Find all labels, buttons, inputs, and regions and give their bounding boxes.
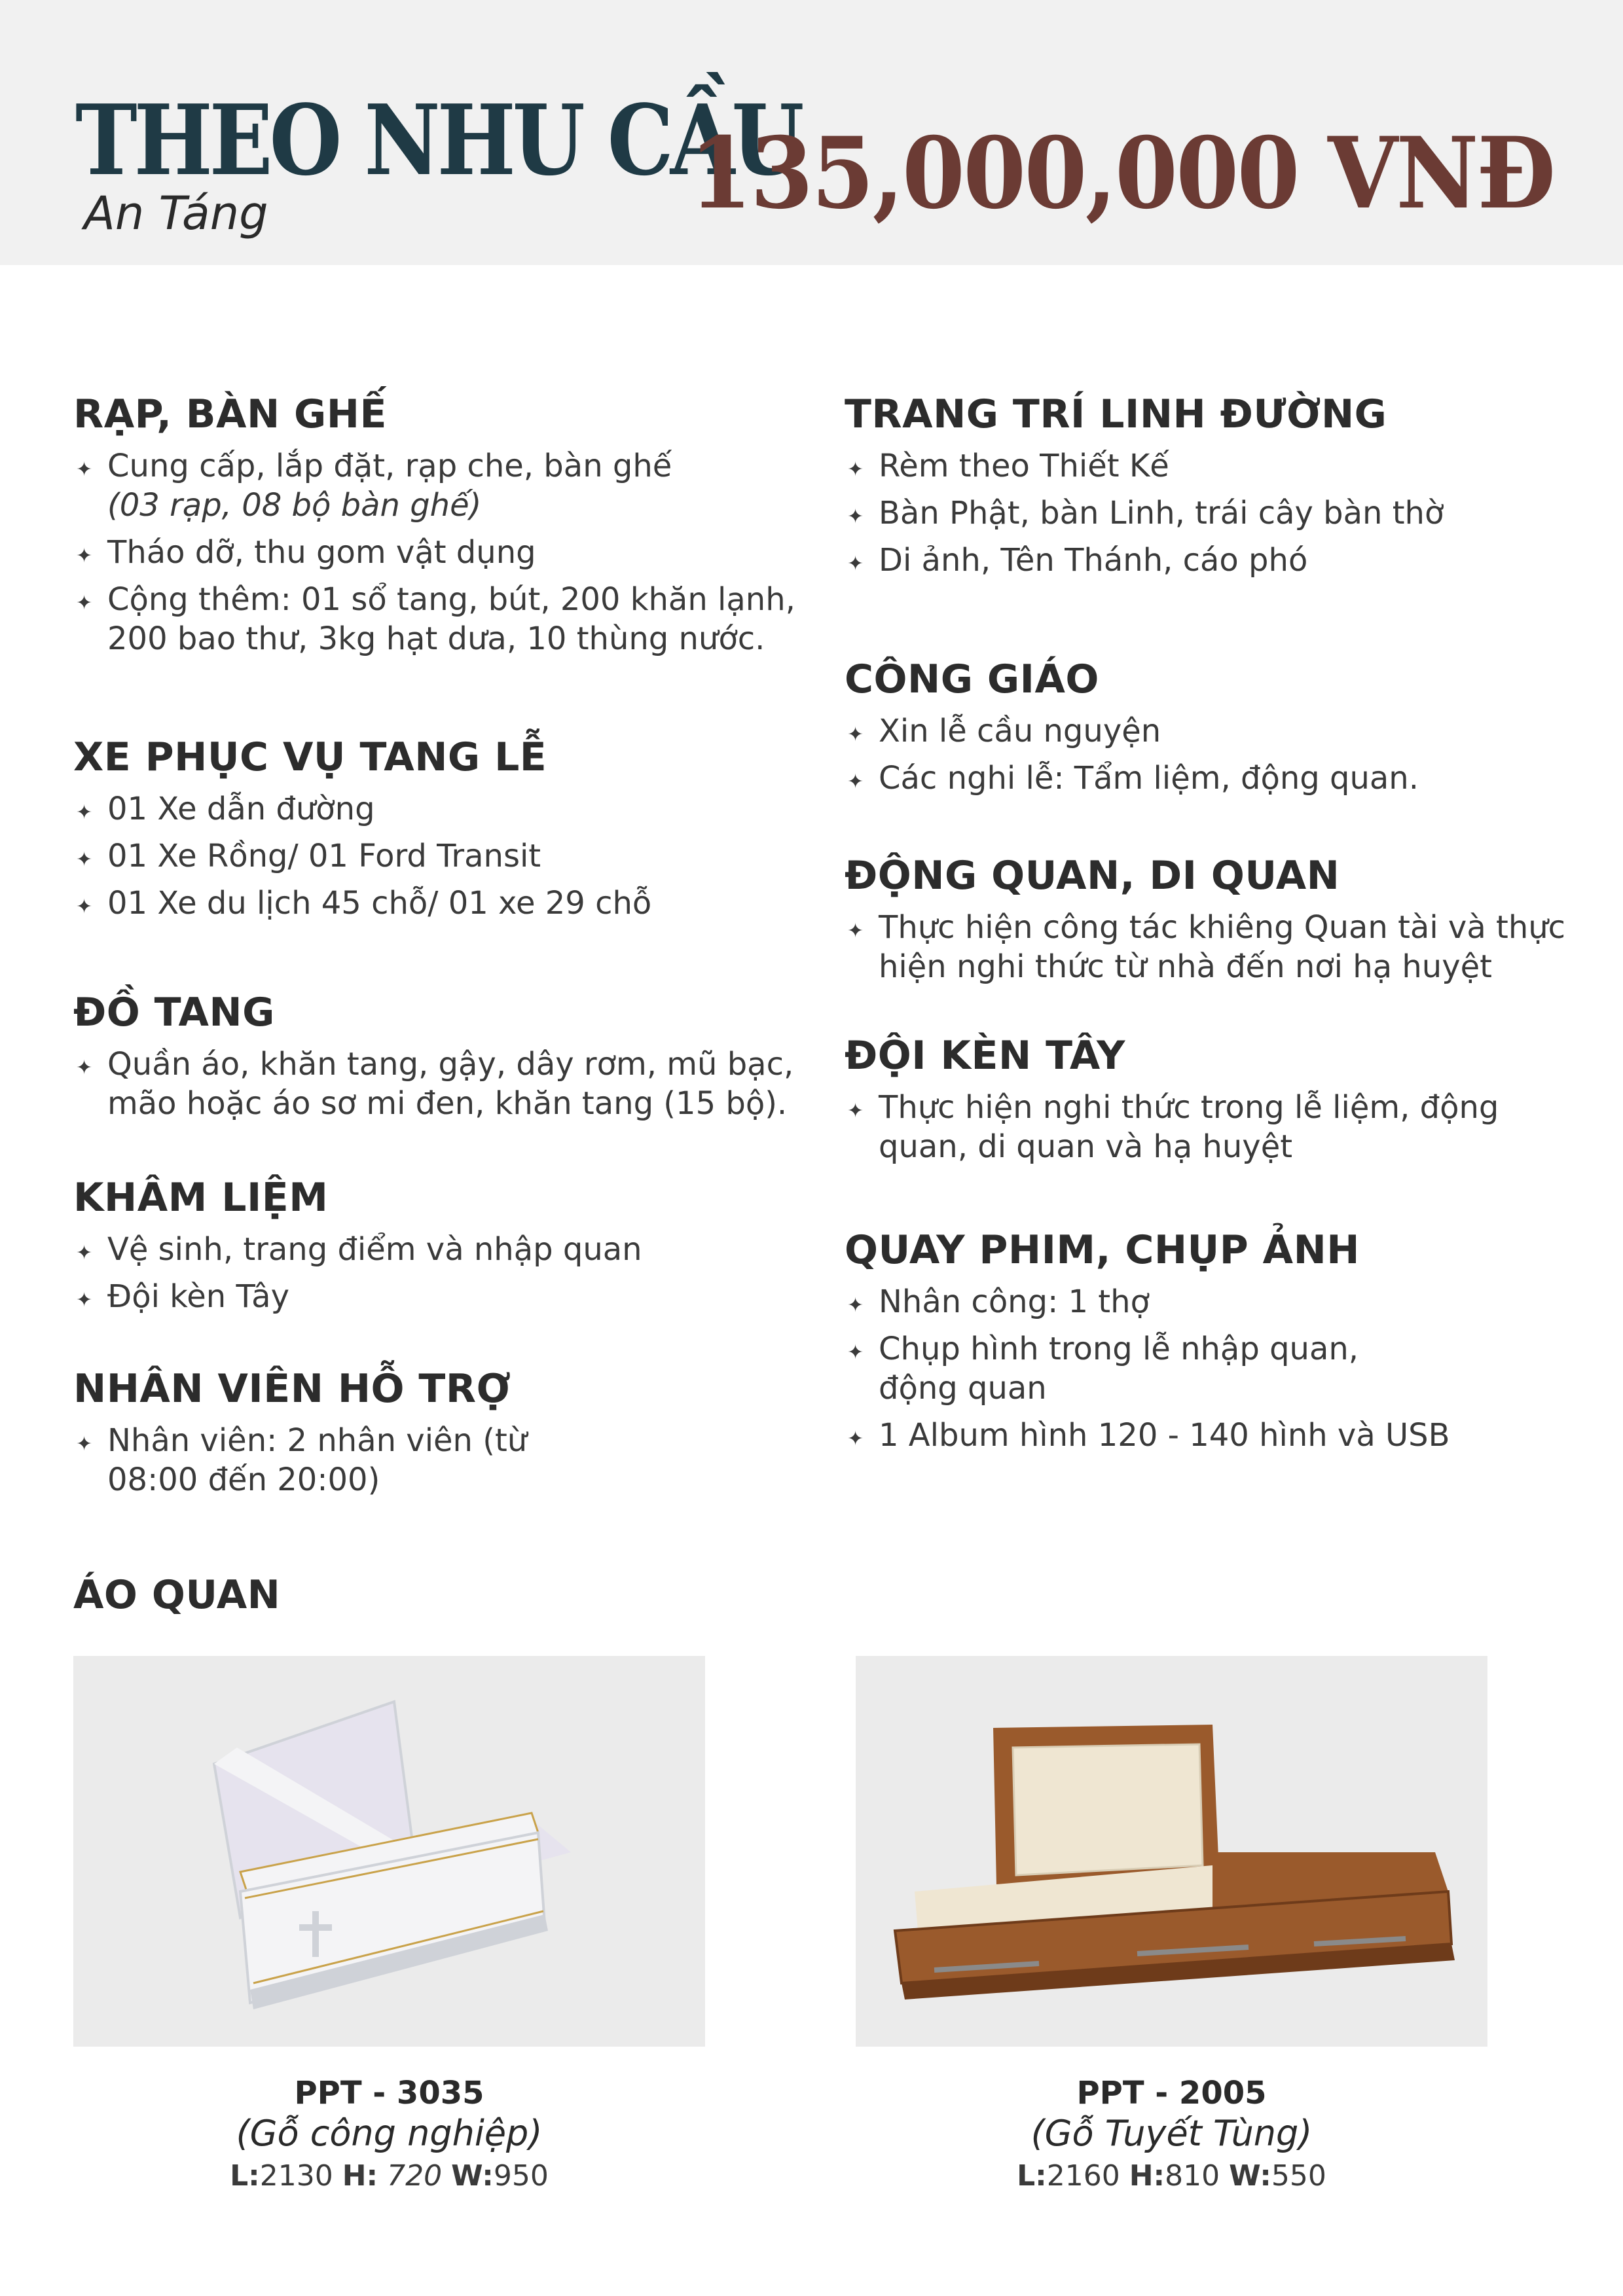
bullet-icon: ✦ xyxy=(847,1100,864,1122)
bullet-icon: ✦ xyxy=(76,545,93,567)
section-dong-quan xyxy=(845,853,1584,994)
section-title: NHÂN VIÊN HỖ TRỢ xyxy=(73,1366,511,1412)
section-title: ÁO QUAN xyxy=(73,1572,281,1618)
list-item: ✦ Đội kèn Tây xyxy=(73,1277,813,1316)
section-title: RẠP, BÀN GHẾ xyxy=(73,391,387,437)
list-item: ✦ Xin lễ cầu nguyện xyxy=(845,711,1584,751)
bullet-icon: ✦ xyxy=(76,1056,93,1079)
product-material: (Gỗ công nghiệp) xyxy=(236,2113,543,2154)
section-doi-ken-tay xyxy=(845,1033,1584,1174)
section-title: XE PHỤC VỤ TANG LỄ xyxy=(73,734,547,780)
wood-casket-illustration xyxy=(856,1656,1487,2047)
bullet-icon: ✦ xyxy=(847,723,864,746)
section-quay-phim xyxy=(845,1227,1584,1463)
list-item: ✦ Nhân công: 1 thợ xyxy=(845,1282,1584,1321)
product-code: PPT - 2005 xyxy=(1076,2075,1267,2111)
list-item: ✦ 01 Xe du lịch 45 chỗ/ 01 xe 29 chỗ xyxy=(73,884,813,923)
product-caption xyxy=(73,2073,705,2198)
bullet-icon: ✦ xyxy=(76,592,93,615)
section-ao-quan xyxy=(73,1572,813,1627)
section-title: ĐỘI KÈN TÂY xyxy=(845,1033,1125,1079)
bullet-icon: ✦ xyxy=(76,895,93,918)
product-dimensions: L:2130 H: 720 W:950 xyxy=(230,2159,549,2193)
section-nhan-vien xyxy=(73,1366,813,1507)
product-code: PPT - 3035 xyxy=(294,2075,484,2111)
bullet-icon: ✦ xyxy=(76,458,93,481)
bullet-icon: ✦ xyxy=(847,920,864,942)
list-item: ✦ 01 Xe Rồng/ 01 Ford Transit xyxy=(73,836,813,876)
section-title: ĐỒ TANG xyxy=(73,990,275,1035)
section-rap-ban-ghe xyxy=(73,391,813,666)
bullet-icon: ✦ xyxy=(847,458,864,481)
product-image-wood-casket xyxy=(856,1656,1487,2047)
list-item: ✦ Thực hiện công tác khiêng Quan tài và thực hiện nghi thức từ nhà đến nơi hạ huyệt xyxy=(847,909,1566,985)
list-item: ✦ Tháo dỡ, thu gom vật dụng xyxy=(73,533,813,572)
bullet-icon: ✦ xyxy=(76,1433,93,1456)
list-item: ✦ Rèm theo Thiết Kế xyxy=(845,446,1584,486)
list-item: ✦ Nhân viên: 2 nhân viên (từ 08:00 đến 20:00) xyxy=(76,1422,528,1498)
page-subtitle: An Táng xyxy=(84,187,268,240)
product-material: (Gỗ Tuyết Tùng) xyxy=(1030,2113,1313,2154)
list-item: ✦ Vệ sinh, trang điểm và nhập quan xyxy=(73,1230,813,1269)
section-title: TRANG TRÍ LINH ĐƯỜNG xyxy=(845,391,1387,437)
bullet-icon: ✦ xyxy=(76,848,93,871)
bullet-icon: ✦ xyxy=(76,1242,93,1265)
product-dimensions: L:2160 H:810 W:550 xyxy=(1017,2159,1326,2193)
list-item: ✦ Chụp hình trong lễ nhập quan, động quan xyxy=(847,1331,1359,1407)
item-note: (03 rạp, 08 bộ bàn ghế) xyxy=(107,487,482,524)
section-cong-giao xyxy=(845,656,1584,806)
section-do-tang xyxy=(73,990,813,1131)
header-band xyxy=(0,0,1623,265)
bullet-icon: ✦ xyxy=(847,505,864,528)
bullet-icon: ✦ xyxy=(76,801,93,824)
section-title: CÔNG GIÁO xyxy=(845,656,1099,702)
bullet-icon: ✦ xyxy=(847,770,864,793)
section-kham-liem xyxy=(73,1175,813,1324)
product-image-white-casket xyxy=(73,1656,705,2047)
bullet-icon: ✦ xyxy=(76,1289,93,1312)
section-trang-tri xyxy=(845,391,1584,588)
list-item: ✦ Di ảnh, Tên Thánh, cáo phó xyxy=(845,541,1584,580)
bullet-icon: ✦ xyxy=(847,552,864,575)
section-title: KHÂM LIỆM xyxy=(73,1175,329,1221)
bullet-icon: ✦ xyxy=(847,1341,864,1364)
bullet-icon: ✦ xyxy=(847,1294,864,1317)
package-price: 135,000,000 VNĐ xyxy=(689,116,1554,231)
list-item: ✦ 01 Xe dẫn đường xyxy=(73,789,813,829)
white-casket-illustration xyxy=(73,1656,705,2047)
list-item: ✦ Thực hiện nghi thức trong lễ liệm, động quan, di quan và hạ huyệt xyxy=(847,1089,1499,1165)
list-item: ✦ Các nghi lễ: Tẩm liệm, động quan. xyxy=(845,759,1584,798)
list-item: ✦ Bàn Phật, bàn Linh, trái cây bàn thờ xyxy=(845,493,1584,533)
section-title: ĐỘNG QUAN, DI QUAN xyxy=(845,853,1340,899)
list-item: ✦ Quần áo, khăn tang, gậy, dây rơm, mũ bạc, mão hoặc áo sơ mi đen, khăn tang (15 bộ). xyxy=(76,1046,794,1122)
list-item: ✦ Cung cấp, lắp đặt, rạp che, bàn ghế (03 rạp, 08 bộ bàn ghế) xyxy=(73,446,813,525)
list-item: ✦ 1 Album hình 120 - 140 hình và USB xyxy=(845,1416,1584,1455)
product-caption xyxy=(856,2073,1487,2198)
page-title: THEO NHU CẦU xyxy=(75,83,801,197)
bullet-icon: ✦ xyxy=(847,1427,864,1450)
list-item: ✦ Cộng thêm: 01 sổ tang, bút, 200 khăn lạnh, 200 bao thư, 3kg hạt dưa, 10 thùng nước. xyxy=(76,581,795,657)
section-xe-phuc-vu xyxy=(73,734,813,931)
section-title: QUAY PHIM, CHỤP ẢNH xyxy=(845,1227,1360,1273)
